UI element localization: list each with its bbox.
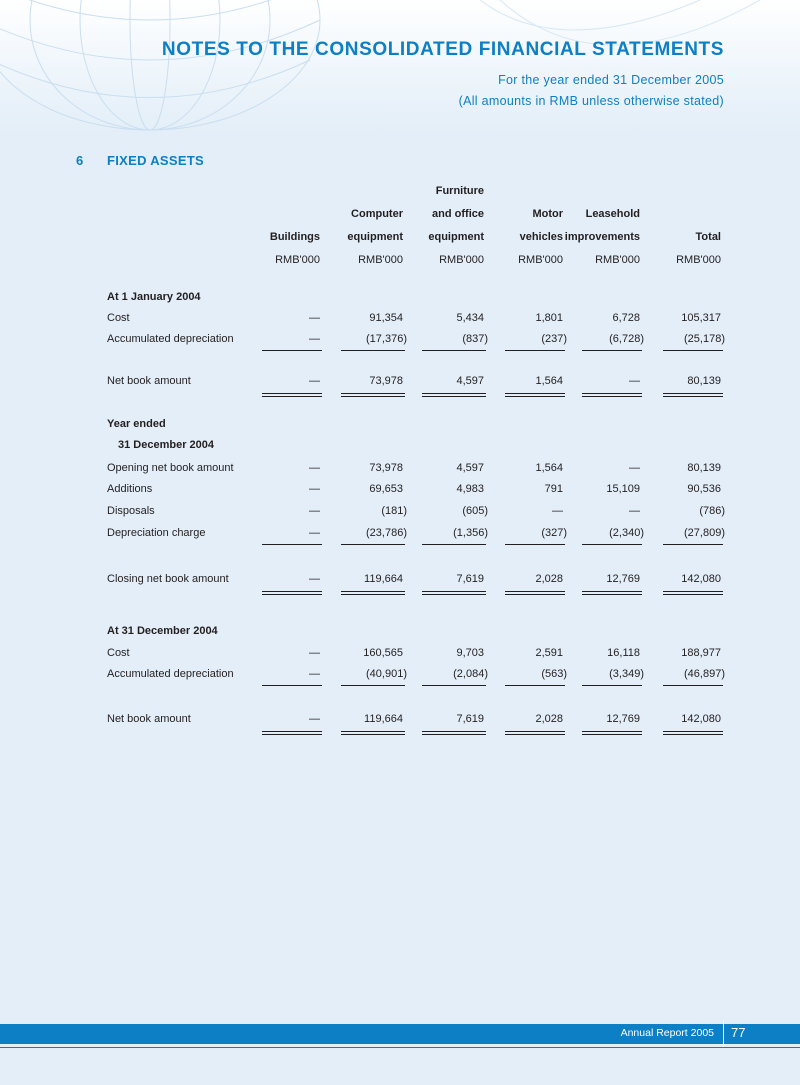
table-cell: 2,028	[535, 573, 563, 585]
table-cell: (327)	[541, 527, 567, 539]
table-cell: 142,080	[681, 573, 721, 585]
table-cell: —	[629, 375, 640, 387]
row-label: Additions	[107, 483, 153, 495]
table-cell: 12,769	[606, 713, 640, 725]
table-cell: —	[309, 647, 320, 659]
table-cell: (786)	[699, 505, 725, 517]
table-cell: 2,028	[535, 713, 563, 725]
table-cell: 1,564	[535, 375, 563, 387]
subtotal-rule	[505, 685, 565, 686]
table-cell: 7,619	[456, 713, 484, 725]
column-header: equipment	[347, 231, 403, 243]
total-double-rule	[582, 591, 642, 595]
total-double-rule	[341, 591, 405, 595]
row-label: Net book amount	[107, 375, 191, 387]
total-double-rule	[505, 731, 565, 735]
table-cell: (181)	[381, 505, 407, 517]
table-cell: 73,978	[369, 375, 403, 387]
table-cell: —	[629, 462, 640, 474]
table-cell: (237)	[541, 333, 567, 345]
table-cell: (2,340)	[609, 527, 644, 539]
column-header: and office	[432, 208, 484, 220]
table-cell: (3,349)	[609, 668, 644, 680]
row-label: Accumulated depreciation	[107, 668, 234, 680]
table-cell: 4,597	[456, 375, 484, 387]
section-number: 6	[76, 153, 84, 168]
total-double-rule	[582, 731, 642, 735]
table-cell: 9,703	[456, 647, 484, 659]
table-cell: 4,983	[456, 483, 484, 495]
row-heading: At 31 December 2004	[107, 625, 218, 637]
subtotal-rule	[341, 544, 405, 545]
section-title: FIXED ASSETS	[107, 153, 205, 168]
table-cell: 1,564	[535, 462, 563, 474]
table-cell: 160,565	[363, 647, 403, 659]
column-header: Furniture	[435, 185, 484, 197]
table-cell: (17,376)	[366, 333, 407, 345]
row-heading: 31 December 2004	[118, 439, 215, 451]
column-header: equipment	[428, 231, 484, 243]
globe-pattern-icon	[0, 0, 800, 135]
total-double-rule	[663, 591, 723, 595]
table-cell: 105,317	[681, 312, 721, 324]
table-cell: —	[309, 312, 320, 324]
total-double-rule	[262, 393, 322, 397]
column-unit: RMB'000	[518, 254, 563, 266]
subtotal-rule	[341, 685, 405, 686]
subtotal-rule	[582, 350, 642, 351]
row-label: Depreciation charge	[107, 527, 206, 539]
table-cell: —	[309, 462, 320, 474]
table-cell: (563)	[541, 668, 567, 680]
table-cell: (40,901)	[366, 668, 407, 680]
table-cell: 791	[544, 483, 563, 495]
table-cell: 90,536	[687, 483, 721, 495]
total-double-rule	[341, 393, 405, 397]
row-label: Net book amount	[107, 713, 191, 725]
row-label: Opening net book amount	[107, 462, 234, 474]
column-header: Motor	[532, 208, 563, 220]
total-double-rule	[663, 731, 723, 735]
row-label: Cost	[107, 312, 130, 324]
total-double-rule	[422, 591, 486, 595]
table-cell: —	[629, 505, 640, 517]
table-cell: 73,978	[369, 462, 403, 474]
total-double-rule	[422, 393, 486, 397]
table-cell: 1,801	[535, 312, 563, 324]
column-header: Total	[695, 231, 721, 243]
table-cell: 15,109	[606, 483, 640, 495]
subtotal-rule	[262, 685, 322, 686]
page-title: NOTES TO THE CONSOLIDATED FINANCIAL STATEMENTS	[161, 39, 724, 60]
total-double-rule	[505, 393, 565, 397]
subtotal-rule	[422, 544, 486, 545]
table-cell: (1,356)	[453, 527, 488, 539]
table-cell: (27,809)	[684, 527, 725, 539]
column-header: Leasehold	[585, 208, 640, 220]
footer-divider	[0, 1047, 800, 1048]
footer-separator	[723, 1021, 724, 1047]
table-cell: 5,434	[456, 312, 484, 324]
subtotal-rule	[663, 544, 723, 545]
table-cell: (837)	[462, 333, 488, 345]
table-cell: 142,080	[681, 713, 721, 725]
table-cell: (23,786)	[366, 527, 407, 539]
table-cell: —	[309, 713, 320, 725]
table-cell: —	[309, 333, 320, 345]
table-cell: 4,597	[456, 462, 484, 474]
total-double-rule	[262, 731, 322, 735]
subtotal-rule	[422, 350, 486, 351]
subtotal-rule	[663, 350, 723, 351]
subtotal-rule	[505, 350, 565, 351]
table-cell: 12,769	[606, 573, 640, 585]
table-cell: —	[309, 483, 320, 495]
table-cell: 16,118	[607, 647, 640, 659]
table-cell: —	[309, 527, 320, 539]
table-cell: 6,728	[612, 312, 640, 324]
subtotal-rule	[582, 544, 642, 545]
table-cell: (6,728)	[609, 333, 644, 345]
column-unit: RMB'000	[439, 254, 484, 266]
table-cell: 80,139	[687, 462, 721, 474]
table-cell: 119,664	[364, 573, 403, 585]
subtotal-rule	[663, 685, 723, 686]
row-label: Cost	[107, 647, 130, 659]
period-subtitle: For the year ended 31 December 2005	[498, 73, 724, 87]
table-cell: 2,591	[535, 647, 563, 659]
footer-report-name: Annual Report 2005	[620, 1027, 714, 1039]
table-cell: (25,178)	[684, 333, 725, 345]
row-label: Disposals	[107, 505, 155, 517]
table-cell: —	[309, 505, 320, 517]
row-heading: Year ended	[107, 418, 166, 430]
table-cell: —	[552, 505, 563, 517]
row-label: Closing net book amount	[107, 573, 229, 585]
subtotal-rule	[262, 350, 322, 351]
total-double-rule	[341, 731, 405, 735]
column-header: improvements	[564, 231, 640, 243]
subtotal-rule	[505, 544, 565, 545]
page-number: 77	[731, 1025, 746, 1040]
table-cell: —	[309, 375, 320, 387]
table-cell: 91,354	[369, 312, 403, 324]
column-unit: RMB'000	[358, 254, 403, 266]
total-double-rule	[262, 591, 322, 595]
subtotal-rule	[341, 350, 405, 351]
table-cell: (46,897)	[684, 668, 725, 680]
table-cell: (605)	[462, 505, 488, 517]
total-double-rule	[663, 393, 723, 397]
column-unit: RMB'000	[595, 254, 640, 266]
column-header: Computer	[351, 208, 403, 220]
column-header: Buildings	[269, 231, 320, 243]
table-cell: 7,619	[456, 573, 484, 585]
row-heading: At 1 January 2004	[107, 291, 201, 303]
table-cell: 188,977	[681, 647, 721, 659]
table-cell: 119,664	[364, 713, 403, 725]
subtotal-rule	[422, 685, 486, 686]
total-double-rule	[422, 731, 486, 735]
row-label: Accumulated depreciation	[107, 333, 234, 345]
table-cell: 80,139	[687, 375, 721, 387]
column-header: vehicles	[519, 231, 563, 243]
table-cell: —	[309, 668, 320, 680]
header-banner	[0, 0, 800, 135]
subtotal-rule	[582, 685, 642, 686]
table-cell: 69,653	[369, 483, 403, 495]
column-unit: RMB'000	[676, 254, 721, 266]
currency-subtitle: (All amounts in RMB unless otherwise stated)	[458, 94, 724, 108]
total-double-rule	[582, 393, 642, 397]
table-cell: (2,084)	[453, 668, 488, 680]
column-unit: RMB'000	[275, 254, 320, 266]
total-double-rule	[505, 591, 565, 595]
subtotal-rule	[262, 544, 322, 545]
table-cell: —	[309, 573, 320, 585]
